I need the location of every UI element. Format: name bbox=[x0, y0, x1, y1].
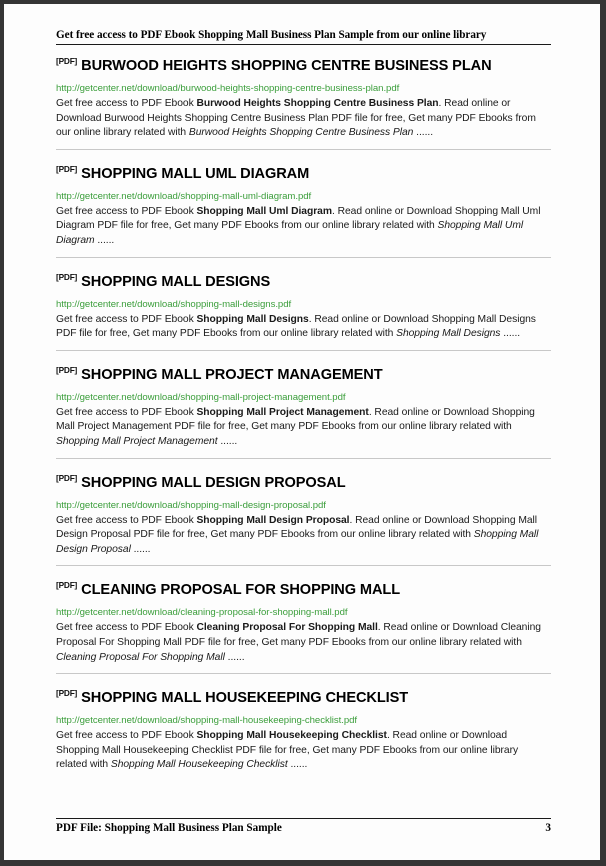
entry-description bbox=[56, 514, 551, 558]
search-result-entry bbox=[56, 458, 551, 566]
entry-description bbox=[56, 97, 551, 141]
desc-body-text: . Read online or Download Shopping Mall Designs PDF file for free, Get many PDF Ebooks from our online library related with bbox=[56, 313, 536, 340]
desc-bold-title: Shopping Mall Housekeeping Checklist bbox=[196, 730, 387, 742]
entry-description bbox=[56, 621, 551, 665]
desc-bold-title: Shopping Mall Designs bbox=[196, 313, 309, 325]
entry-title[interactable]: SHOPPING MALL HOUSEKEEPING CHECKLIST bbox=[81, 690, 409, 707]
desc-italic-title: Shopping Mall Project Management bbox=[56, 435, 218, 447]
entry-url-link[interactable]: http://getcenter.net/download/shopping-mall-uml-diagram.pdf bbox=[56, 190, 312, 202]
page-number: 3 bbox=[545, 822, 551, 834]
desc-lead-text: Get free access to PDF Ebook bbox=[56, 406, 197, 418]
entry-description bbox=[56, 729, 551, 773]
desc-ellipsis: ...... bbox=[413, 127, 434, 139]
entry-url-link[interactable]: http://getcenter.net/download/burwood-heights-shopping-centre-business-plan.pdf bbox=[56, 83, 400, 94]
entry-title[interactable]: SHOPPING MALL DESIGN PROPOSAL bbox=[81, 474, 346, 491]
entry-title-row[interactable] bbox=[56, 688, 551, 707]
entry-description bbox=[56, 313, 551, 342]
desc-ellipsis: ...... bbox=[224, 651, 245, 663]
entry-url-link[interactable]: http://getcenter.net/download/shopping-mall-design-proposal.pdf bbox=[56, 499, 326, 511]
entry-title-row[interactable] bbox=[56, 272, 551, 291]
entry-title[interactable]: CLEANING PROPOSAL FOR SHOPPING MALL bbox=[81, 582, 401, 599]
document-page bbox=[4, 4, 600, 860]
entry-title[interactable]: BURWOOD HEIGHTS SHOPPING CENTRE BUSINESS PLAN bbox=[81, 58, 492, 74]
pdf-file-type-tag: [PDF] bbox=[56, 271, 78, 282]
entry-title-row[interactable] bbox=[56, 365, 551, 384]
desc-lead-text: Get free access to PDF Ebook bbox=[56, 622, 197, 634]
search-result-entry bbox=[56, 565, 551, 673]
desc-bold-title: Shopping Mall Uml Diagram bbox=[196, 205, 332, 217]
entry-description bbox=[56, 406, 551, 450]
desc-ellipsis: ...... bbox=[500, 328, 521, 340]
desc-lead-text: Get free access to PDF Ebook bbox=[56, 730, 197, 742]
desc-italic-title: Shopping Mall Uml Diagram bbox=[56, 220, 524, 246]
entry-separator bbox=[56, 673, 551, 674]
entry-separator bbox=[56, 149, 551, 150]
desc-lead-text: Get free access to PDF Ebook bbox=[56, 313, 197, 325]
running-footer bbox=[56, 818, 551, 834]
entry-title-row[interactable] bbox=[56, 473, 551, 492]
entry-separator bbox=[56, 257, 551, 258]
desc-italic-title: Cleaning Proposal For Shopping Mall bbox=[56, 651, 225, 663]
search-result-entry bbox=[56, 257, 551, 350]
desc-lead-text: Get free access to PDF Ebook bbox=[56, 205, 197, 217]
search-result-entry bbox=[56, 350, 551, 458]
entry-title[interactable]: SHOPPING MALL DESIGNS bbox=[81, 273, 271, 290]
desc-lead-text: Get free access to PDF Ebook bbox=[56, 98, 197, 109]
desc-ellipsis: ...... bbox=[94, 234, 115, 246]
desc-bold-title: Burwood Heights Shopping Centre Business Plan bbox=[196, 98, 439, 109]
entry-separator bbox=[56, 458, 551, 459]
desc-italic-title: Shopping Mall Design Proposal bbox=[56, 529, 539, 555]
page-content-area bbox=[56, 4, 551, 860]
desc-ellipsis: ...... bbox=[130, 543, 151, 555]
running-header-text: Get free access to PDF Ebook Shopping Mall Business Plan Sample from our online library bbox=[56, 29, 487, 41]
desc-body-text: . Read online or Download Cleaning Proposal For Shopping Mall PDF file for free, Get many PDF Ebooks from our online library related with bbox=[56, 622, 541, 648]
search-result-entry bbox=[56, 673, 551, 781]
entry-separator bbox=[56, 565, 551, 566]
search-result-entry bbox=[56, 149, 551, 257]
desc-ellipsis: ...... bbox=[217, 435, 238, 447]
desc-body-text: . Read online or Download Shopping Mall Design Proposal PDF file for free, Get many PDF Ebooks from our online library related with bbox=[56, 514, 538, 541]
entry-separator bbox=[56, 350, 551, 351]
entry-title-row[interactable] bbox=[56, 56, 551, 75]
entry-title-row[interactable] bbox=[56, 580, 551, 599]
entry-title[interactable]: SHOPPING MALL UML DIAGRAM bbox=[81, 165, 310, 182]
desc-bold-title: Shopping Mall Project Management bbox=[196, 406, 369, 418]
desc-italic-title: Burwood Heights Shopping Centre Business Plan bbox=[188, 127, 414, 139]
entry-description bbox=[56, 205, 551, 249]
search-results-list bbox=[56, 56, 551, 781]
pdf-file-type-tag: [PDF] bbox=[56, 364, 78, 375]
entry-url-link[interactable]: http://getcenter.net/download/shopping-mall-housekeeping-checklist.pdf bbox=[56, 715, 358, 727]
footer-rule bbox=[56, 818, 551, 819]
desc-body-text: . Read online or Download Shopping Mall Housekeeping Checklist PDF file for free, Get many PDF Ebooks from our online library related with bbox=[56, 730, 519, 771]
desc-ellipsis: ...... bbox=[287, 759, 308, 771]
entry-title[interactable]: SHOPPING MALL PROJECT MANAGEMENT bbox=[81, 366, 383, 383]
running-header bbox=[56, 29, 551, 45]
entry-title-row[interactable] bbox=[56, 164, 551, 183]
pdf-file-type-tag: [PDF] bbox=[56, 472, 78, 483]
desc-italic-title: Shopping Mall Housekeeping Checklist bbox=[110, 759, 288, 771]
header-rule bbox=[56, 44, 551, 45]
pdf-file-type-tag: [PDF] bbox=[56, 56, 78, 66]
footer-row bbox=[56, 822, 551, 834]
entry-url-link[interactable]: http://getcenter.net/download/shopping-mall-project-management.pdf bbox=[56, 391, 346, 403]
desc-bold-title: Shopping Mall Design Proposal bbox=[196, 514, 350, 526]
desc-body-text: . Read online or Download Shopping Mall Uml Diagram PDF file for free, Get many PDF Ebooks from our online library related with bbox=[56, 205, 541, 232]
entry-url-link[interactable]: http://getcenter.net/download/shopping-mall-designs.pdf bbox=[56, 298, 292, 310]
desc-body-text: . Read online or Download Burwood Heights Shopping Centre Business Plan PDF file for free, Get many PDF Ebooks from our online library related with bbox=[56, 98, 536, 139]
pdf-file-type-tag: [PDF] bbox=[56, 163, 78, 174]
desc-body-text: . Read online or Download Shopping Mall Project Management PDF file for free, Get many PDF Ebooks from our online library related with bbox=[56, 406, 535, 433]
search-result-entry bbox=[56, 56, 551, 149]
desc-lead-text: Get free access to PDF Ebook bbox=[56, 514, 197, 526]
desc-italic-title: Shopping Mall Designs bbox=[396, 328, 501, 340]
footer-file-label: PDF File: Shopping Mall Business Plan Sample bbox=[56, 822, 282, 834]
pdf-file-type-tag: [PDF] bbox=[56, 688, 78, 699]
pdf-file-type-tag: [PDF] bbox=[56, 580, 78, 591]
desc-bold-title: Cleaning Proposal For Shopping Mall bbox=[196, 622, 378, 634]
entry-url-link[interactable]: http://getcenter.net/download/cleaning-proposal-for-shopping-mall.pdf bbox=[56, 607, 348, 619]
